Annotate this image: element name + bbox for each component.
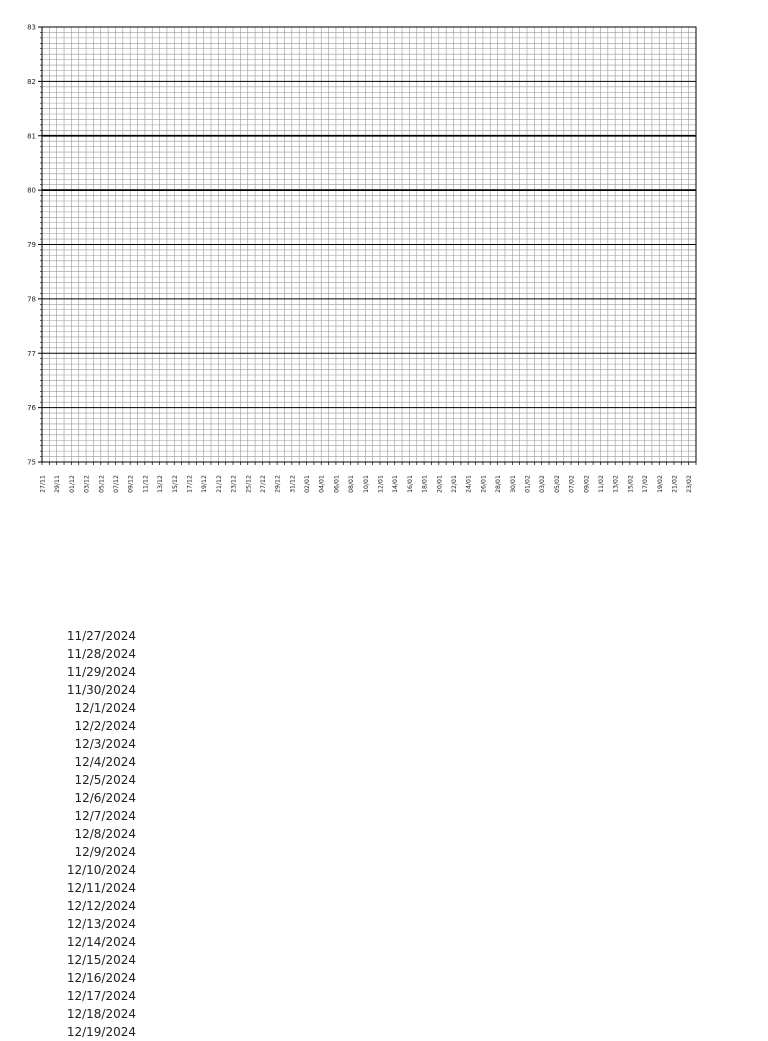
x-tick-label: 09/12 bbox=[127, 475, 135, 493]
x-tick-label: 23/12 bbox=[230, 475, 238, 493]
date-list-item: 12/12/2024 bbox=[66, 899, 136, 913]
x-tick-label: 05/02 bbox=[553, 475, 561, 493]
y-tick-label: 75 bbox=[27, 458, 36, 467]
x-tick-label: 19/02 bbox=[656, 475, 664, 493]
date-list-item: 12/14/2024 bbox=[66, 935, 136, 949]
date-list-item: 12/1/2024 bbox=[74, 701, 136, 715]
x-tick-label: 15/12 bbox=[171, 475, 179, 493]
x-tick-label: 12/01 bbox=[377, 475, 385, 493]
date-list-item: 12/2/2024 bbox=[74, 719, 136, 733]
y-tick-label: 82 bbox=[27, 77, 36, 86]
x-tick-label: 22/01 bbox=[451, 475, 459, 493]
y-tick-label: 76 bbox=[27, 404, 36, 413]
x-tick-labels bbox=[40, 475, 694, 493]
x-tick-label: 08/01 bbox=[348, 475, 356, 493]
y-tick-label: 80 bbox=[27, 186, 36, 195]
x-tick-label: 04/01 bbox=[318, 475, 326, 493]
x-tick-label: 19/12 bbox=[201, 475, 209, 493]
x-tick-label: 23/02 bbox=[686, 475, 694, 493]
date-list-item: 11/30/2024 bbox=[66, 683, 136, 697]
date-list-item: 12/19/2024 bbox=[66, 1025, 136, 1039]
x-tick-label: 17/12 bbox=[186, 475, 194, 493]
y-tick-labels bbox=[27, 24, 36, 467]
x-tick-label: 11/02 bbox=[597, 475, 605, 493]
date-list-item: 12/6/2024 bbox=[74, 791, 136, 805]
x-tick-label: 10/01 bbox=[362, 475, 370, 493]
grid-chart bbox=[0, 0, 768, 500]
x-tick-label: 21/12 bbox=[215, 475, 223, 493]
x-tick-label: 07/12 bbox=[112, 475, 120, 493]
x-tick-label: 14/01 bbox=[392, 475, 400, 493]
date-list-item: 11/29/2024 bbox=[66, 665, 136, 679]
x-tick-label: 26/01 bbox=[480, 475, 488, 493]
x-tick-label: 16/01 bbox=[406, 475, 414, 493]
x-tick-label: 03/12 bbox=[83, 475, 91, 493]
date-list-item: 12/5/2024 bbox=[74, 773, 136, 787]
date-list-item: 12/16/2024 bbox=[66, 971, 136, 985]
x-tick-label: 09/02 bbox=[583, 475, 591, 493]
x-tick-label: 15/02 bbox=[627, 475, 635, 493]
x-tick-label: 13/12 bbox=[157, 475, 165, 493]
date-list-item: 11/28/2024 bbox=[66, 647, 136, 661]
x-tick-label: 06/01 bbox=[333, 475, 341, 493]
date-list-item: 12/9/2024 bbox=[74, 845, 136, 859]
x-tick-label: 02/01 bbox=[304, 475, 312, 493]
x-tick-label: 13/02 bbox=[612, 475, 620, 493]
date-list bbox=[40, 627, 140, 1041]
x-tick-label: 20/01 bbox=[436, 475, 444, 493]
x-tick-label: 27/11 bbox=[39, 475, 47, 493]
x-tick-label: 30/01 bbox=[509, 475, 517, 493]
y-tick-label: 79 bbox=[27, 241, 36, 249]
x-tick-label: 03/02 bbox=[539, 475, 547, 493]
x-tick-label: 05/12 bbox=[98, 475, 106, 493]
date-list-item: 12/7/2024 bbox=[74, 809, 136, 823]
x-tick-label: 01/02 bbox=[524, 475, 532, 493]
x-tick-label: 25/12 bbox=[245, 475, 253, 493]
x-tick-label: 29/12 bbox=[274, 475, 282, 493]
x-tick-label: 28/01 bbox=[495, 475, 503, 493]
x-tick-label: 21/02 bbox=[671, 475, 679, 493]
axes bbox=[38, 27, 696, 465]
x-tick-label: 31/12 bbox=[289, 475, 297, 493]
x-tick-label: 18/01 bbox=[421, 475, 429, 493]
date-list-item: 12/10/2024 bbox=[66, 863, 136, 877]
date-list-item: 12/8/2024 bbox=[74, 827, 136, 841]
date-list-item: 12/11/2024 bbox=[66, 881, 136, 895]
y-tick-label: 77 bbox=[27, 349, 36, 358]
date-list-item: 12/13/2024 bbox=[66, 917, 136, 931]
x-tick-label: 24/01 bbox=[465, 475, 473, 493]
x-tick-label: 29/11 bbox=[54, 475, 62, 493]
x-tick-label: 17/02 bbox=[642, 475, 650, 493]
date-list-item: 12/17/2024 bbox=[66, 989, 136, 1003]
x-tick-label: 01/12 bbox=[68, 475, 76, 493]
date-list-item: 11/27/2024 bbox=[66, 629, 136, 643]
y-tick-label: 81 bbox=[27, 132, 36, 141]
y-tick-label: 78 bbox=[27, 295, 36, 304]
x-tick-label: 11/12 bbox=[142, 475, 150, 493]
date-list-item: 12/3/2024 bbox=[74, 737, 136, 751]
date-list-item: 12/18/2024 bbox=[66, 1007, 136, 1021]
date-list-item: 12/4/2024 bbox=[74, 755, 136, 769]
x-tick-label: 27/12 bbox=[259, 475, 267, 493]
date-list-item: 12/15/2024 bbox=[66, 953, 136, 967]
x-tick-label: 07/02 bbox=[568, 475, 576, 493]
y-tick-label: 83 bbox=[27, 23, 36, 32]
